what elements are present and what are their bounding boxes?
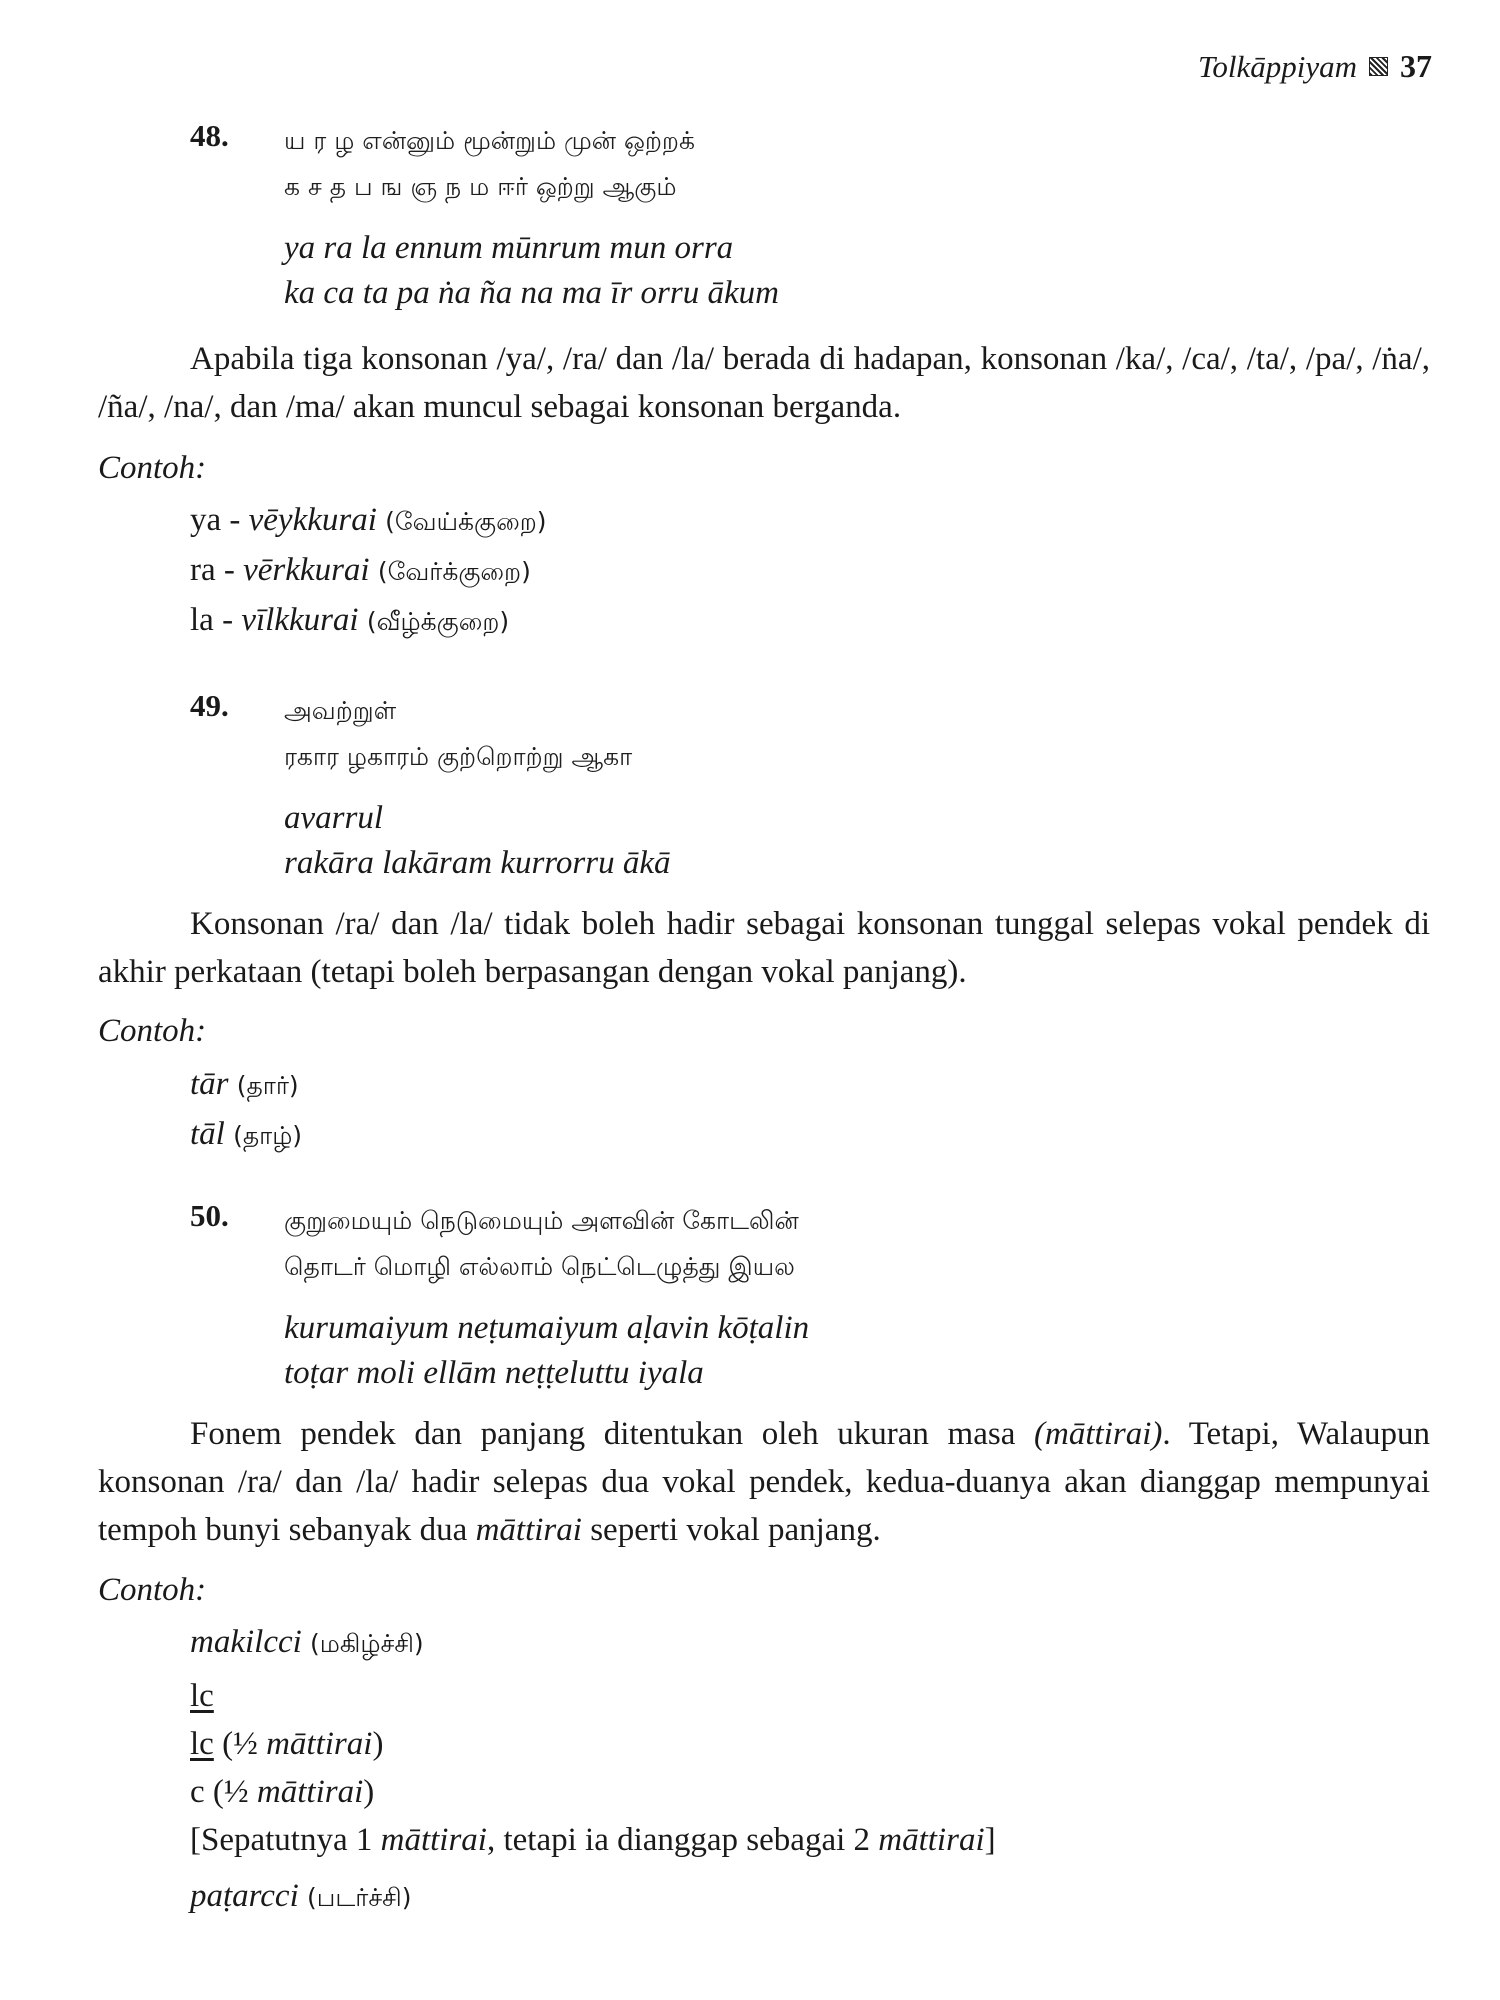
contoh-label: Contoh: — [98, 1572, 207, 1608]
example-tamil: (வேர்க்குறை) — [377, 557, 531, 586]
translit-line: ka ca ta pa ṅa ña na ma īr orru ākum — [284, 275, 779, 311]
tamil-line: தொடர் மொழி எல்லாம் நெட்டெழுத்து இயல — [284, 1252, 795, 1281]
verse-transliteration — [284, 796, 671, 886]
tamil-line: குறுமையும் நெடுமையும் அளவின் கோடலின் — [284, 1206, 799, 1235]
example-row: ya - vēykkurai (வேய்க்குறை) — [190, 502, 547, 538]
verse-number: 49. — [190, 688, 229, 723]
verse-tamil — [284, 1198, 809, 1290]
paragraph-text: Apabila tiga konsonan /ya/, /ra/ dan /la/ berada di hadapan, konsonan /ka/, /ca/, /ta/, /pa/, /ṅa/, /ña/, /na/, dan /ma/ akan muncul sebagai konsonan berganda. — [98, 341, 1430, 425]
example-row: lc — [190, 1678, 214, 1714]
verse-number: 48. — [190, 118, 229, 153]
example-tamil: (படர்ச்சி) — [307, 1883, 412, 1912]
term-mattirai: (māttirai) — [1034, 1416, 1163, 1452]
paragraph-50: Fonem pendek dan panjang ditentukan oleh ukuran masa (māttirai). Tetapi, Walaupun konsonan /ra/ dan /la/ hadir selepas dua vokal pendek, kedua-duanya akan dianggap mempunyai tempoh bunyi sebanyak dua māttirai seperti vokal panjang. — [98, 1416, 1430, 1548]
verse-49 — [190, 688, 671, 886]
example-word: tār — [190, 1066, 229, 1102]
example-row — [190, 1618, 996, 1668]
translit-line: rakāra lakāram kurrorru ākā — [284, 845, 671, 881]
example-row: [Sepatutnya 1 māttirai, tetapi ia dianggap sebagai 2 māttirai] — [190, 1822, 996, 1858]
tamil-line: ரகார ழகாரம் குற்றொற்று ஆகா — [284, 742, 633, 771]
translit-line: toṭar moli ellām neṭṭeluttu iyala — [284, 1355, 704, 1391]
tamil-line: அவற்றுள் — [284, 696, 397, 725]
translit-line: ya ra la ennum mūnrum mun orra — [284, 230, 734, 266]
verse-tamil — [284, 688, 671, 780]
verse-tamil — [284, 118, 779, 210]
examples-50 — [190, 1618, 996, 1922]
example-word: vīlkkurai — [241, 602, 359, 638]
example-tamil: (மகிழ்ச்சி) — [310, 1629, 424, 1658]
example-word: paṭarcci — [190, 1878, 299, 1914]
running-header — [1198, 48, 1432, 85]
example-tamil: (தார்) — [236, 1071, 299, 1100]
example-row: la - vīlkkurai (வீழ்க்குறை) — [190, 602, 510, 638]
translit-line: kurumaiyum neṭumaiyum aḷavin kōṭalin — [284, 1310, 810, 1346]
header-title: Tolkāppiyam — [1197, 48, 1357, 84]
example-tamil: (வேய்க்குறை) — [385, 507, 547, 536]
verse-50 — [190, 1198, 809, 1396]
verse-48 — [190, 118, 779, 316]
example-row: ra - vērkkurai (வேர்க்குறை) — [190, 552, 531, 588]
verse-transliteration — [284, 226, 779, 316]
example-tamil: (வீழ்க்குறை) — [366, 607, 510, 636]
example-word: makilcci — [190, 1624, 302, 1660]
verse-number: 50. — [190, 1198, 229, 1233]
header-ornament-icon — [1369, 57, 1388, 76]
page-number: 37 — [1400, 48, 1432, 84]
example-word: vēykkurai — [248, 502, 377, 538]
example-row: lc (½ māttirai) — [190, 1726, 384, 1762]
paragraph-text: Konsonan /ra/ dan /la/ tidak boleh hadir sebagai konsonan tunggal selepas vokal pendek di akhir perkataan (tetapi boleh berpasangan dengan vokal panjang). — [98, 906, 1430, 990]
example-word: tāl — [190, 1116, 225, 1152]
tamil-line: க ச த ப ங ஞ ந ம ஈர் ஒற்று ஆகும் — [284, 172, 677, 201]
paragraph-48 — [98, 335, 1430, 431]
example-tamil: (தாழ்) — [233, 1121, 303, 1150]
examples-48 — [190, 496, 547, 646]
example-row — [190, 1110, 302, 1160]
translit-line: avarrul — [284, 800, 383, 836]
paragraph-49 — [98, 900, 1430, 996]
example-row: c (½ māttirai) — [190, 1774, 375, 1810]
contoh-label: Contoh: — [98, 450, 207, 486]
example-row — [190, 1060, 302, 1110]
example-row — [190, 1872, 996, 1922]
tamil-line: ய ர ழ என்னும் மூன்றும் முன் ஒற்றக் — [284, 126, 695, 155]
example-word: vērkkurai — [243, 552, 370, 588]
contoh-label: Contoh: — [98, 1013, 207, 1049]
verse-transliteration — [284, 1306, 809, 1396]
examples-49 — [190, 1060, 302, 1160]
term-mattirai: māttirai — [475, 1512, 582, 1548]
